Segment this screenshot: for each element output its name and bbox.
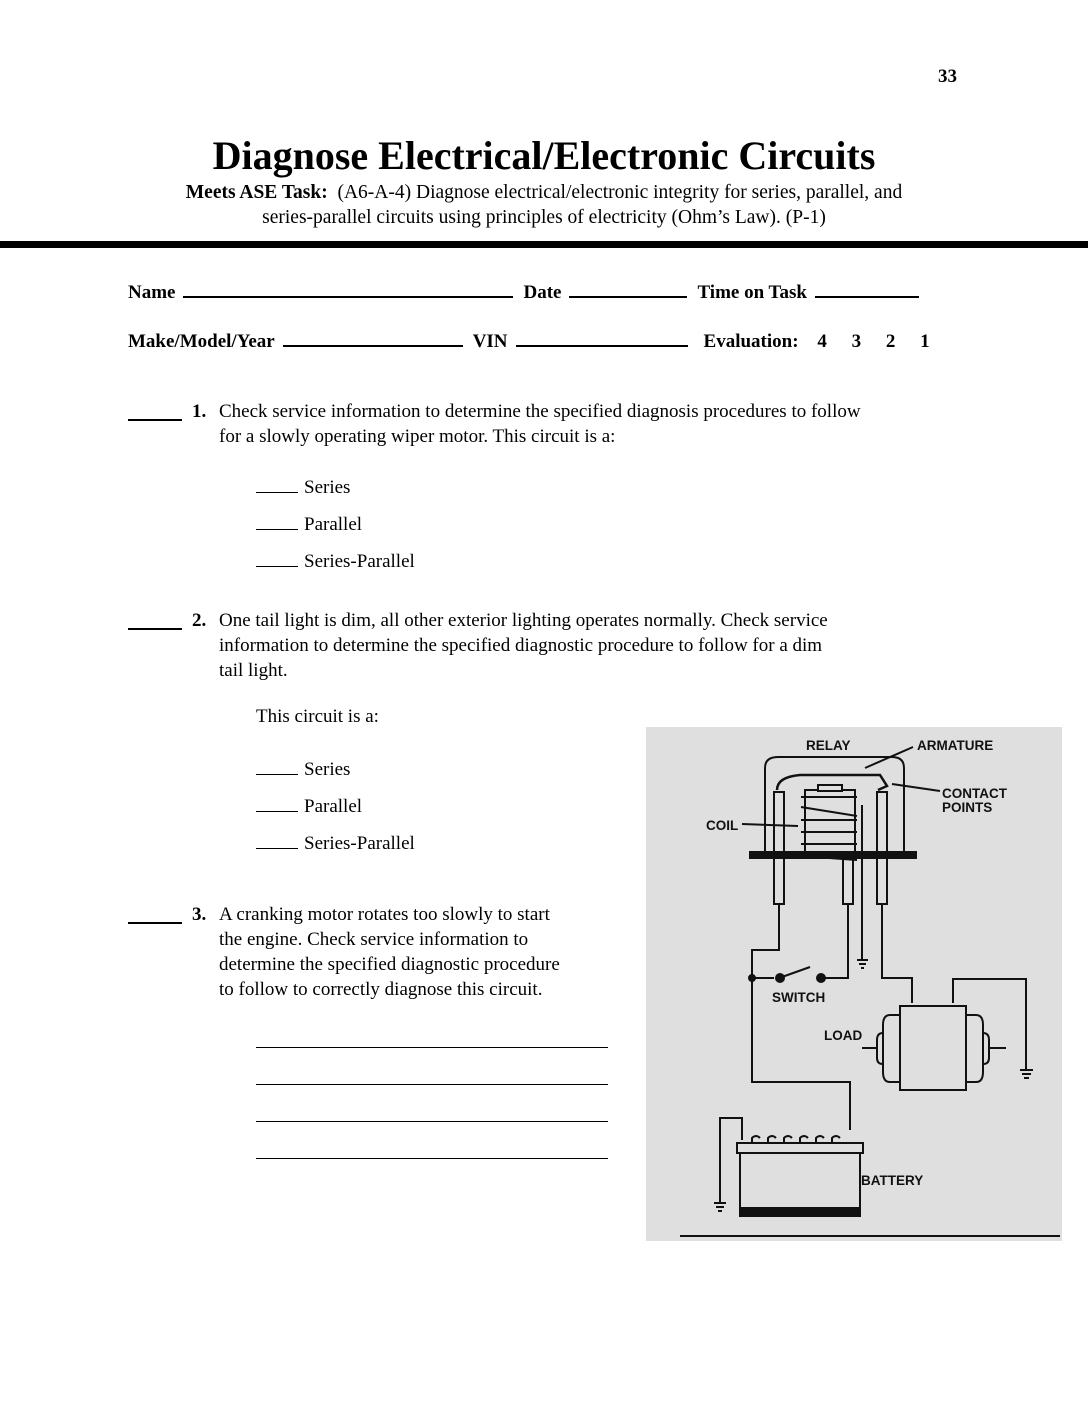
answer-line-2[interactable] [256, 1084, 608, 1085]
name-label: Name [128, 282, 176, 303]
relay-circuit-diagram [646, 727, 1062, 1241]
question-2-check-blank[interactable] [128, 628, 182, 630]
question-1-line-2: for a slowly operating wiper motor. This circuit is a: [219, 426, 616, 447]
task-line-2: series-parallel circuits using principles of electricity (Ohm’s Law). (P-1) [262, 207, 826, 228]
coil-icon [805, 790, 855, 856]
option-blank[interactable] [256, 793, 298, 812]
date-field[interactable] [569, 278, 687, 298]
answer-line-4[interactable] [256, 1158, 608, 1159]
question-1-check-blank[interactable] [128, 419, 182, 421]
question-3-check-blank[interactable] [128, 922, 182, 924]
switch-label: SWITCH [772, 990, 826, 1005]
header-divider [0, 241, 1088, 248]
question-2-number: 2. [192, 610, 207, 631]
vin-label: VIN [472, 331, 508, 352]
question-2-option-series: Series [256, 756, 350, 781]
question-2 [128, 608, 958, 688]
contact-points-label-1: CONTACT [942, 786, 1007, 801]
option-blank[interactable] [256, 548, 298, 567]
battery-icon [740, 1150, 860, 1216]
answer-line-1[interactable] [256, 1047, 608, 1048]
question-3 [128, 902, 608, 1002]
answer-line-3[interactable] [256, 1121, 608, 1122]
page-title: Diagnose Electrical/Electronic Circuits [212, 133, 876, 178]
relay-label: RELAY [806, 738, 851, 753]
load-label: LOAD [824, 1028, 863, 1043]
evaluation-score-1[interactable]: 1 [920, 331, 930, 352]
question-1-number: 1. [192, 401, 207, 422]
question-1-option-series: Series [256, 474, 350, 499]
option-blank[interactable] [256, 511, 298, 530]
question-2-prompt: This circuit is a: [256, 706, 379, 727]
evaluation-score-2[interactable]: 2 [885, 331, 896, 352]
question-3-number: 3. [192, 904, 207, 925]
name-field[interactable] [183, 278, 513, 298]
evaluation-score-3[interactable]: 3 [851, 331, 862, 352]
evaluation-label: Evaluation: [703, 331, 799, 352]
question-1-option-parallel: Parallel [256, 511, 362, 536]
vin-field[interactable] [516, 327, 688, 347]
ase-task-description [0, 180, 1088, 230]
question-3-line-3: determine the specified diagnostic procedure [219, 954, 560, 975]
task-label: Meets ASE Task: [185, 182, 328, 203]
armature-label: ARMATURE [917, 738, 994, 753]
question-1-line-1: Check service information to determine the specified diagnosis procedures to follow [219, 401, 861, 422]
question-2-line-3: tail light. [219, 660, 288, 681]
coil-label: COIL [706, 818, 739, 833]
date-label: Date [523, 282, 562, 303]
question-1-option-series-parallel: Series-Parallel [256, 548, 415, 573]
question-3-line-4: to follow to correctly diagnose this circuit. [219, 979, 543, 1000]
contact-points-label-2: POINTS [942, 800, 993, 815]
question-2-option-series-parallel: Series-Parallel [256, 830, 415, 855]
vehicle-info-row [128, 327, 930, 353]
battery-label: BATTERY [861, 1173, 924, 1188]
task-line-1: (A6-A-4) Diagnose electrical/electronic integrity for series, parallel, and [337, 182, 903, 203]
student-info-row [128, 278, 929, 304]
option-blank[interactable] [256, 756, 298, 775]
question-1 [128, 399, 958, 459]
make-model-year-field[interactable] [283, 327, 463, 347]
question-2-line-2: information to determine the specified diagnostic procedure to follow for a dim [219, 635, 823, 656]
question-3-line-2: the engine. Check service information to [219, 929, 529, 950]
question-2-line-1: One tail light is dim, all other exterior lighting operates normally. Check service [219, 610, 828, 631]
time-on-task-field[interactable] [815, 278, 919, 298]
evaluation-score-4[interactable]: 4 [817, 331, 827, 352]
question-2-option-parallel: Parallel [256, 793, 362, 818]
load-motor-icon [900, 1006, 966, 1090]
option-blank[interactable] [256, 474, 298, 493]
option-blank[interactable] [256, 830, 298, 849]
make-model-year-label: Make/Model/Year [128, 331, 275, 352]
time-on-task-label: Time on Task [697, 282, 807, 303]
question-3-line-1: A cranking motor rotates too slowly to start [219, 904, 550, 925]
page-number: 33 [938, 66, 957, 87]
